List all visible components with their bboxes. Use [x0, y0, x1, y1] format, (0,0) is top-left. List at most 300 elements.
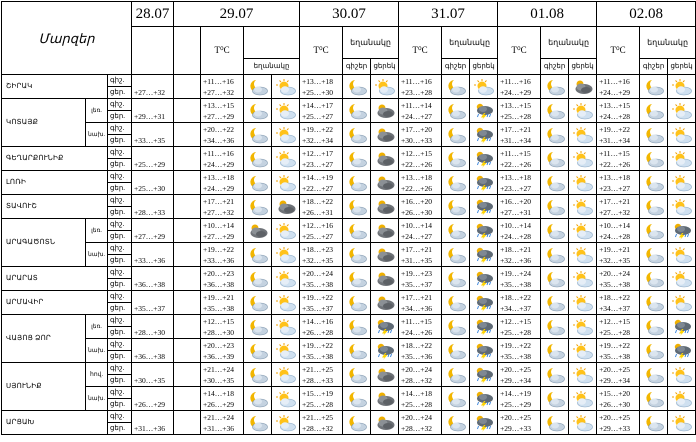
day-temp: +25…+29	[500, 399, 532, 409]
night-temp: +10…+14	[599, 220, 631, 230]
sun-cloud-icon	[569, 339, 597, 363]
day-temp: +24…+26	[401, 327, 433, 337]
dark-cloud-icon	[371, 99, 399, 123]
moon-cloud-icon	[541, 387, 569, 411]
table-row	[2, 219, 696, 231]
weather-header-29	[244, 59, 300, 75]
sun-cloud-icon	[668, 123, 696, 147]
night-temp: +19…+24	[500, 268, 532, 278]
moon-cloud-icon	[442, 123, 470, 147]
temp-header: T⁰C	[399, 27, 442, 75]
sun-cloud-icon	[272, 291, 300, 315]
day-temp: +24…+27	[401, 111, 433, 121]
day-temp: +25…+28	[401, 399, 433, 409]
night-header: գիշեր	[541, 59, 569, 75]
subregion-label: նախ.	[86, 339, 108, 363]
moon-cloud-icon	[343, 171, 371, 195]
temp-range	[201, 267, 244, 291]
moon-cloud-icon	[442, 363, 470, 387]
moon-cloud-icon	[541, 99, 569, 123]
temp-range	[597, 363, 640, 387]
moon-cloud-icon	[541, 243, 569, 267]
night-temp: +13…+18	[302, 76, 333, 86]
day-temp: +35…+37	[134, 303, 165, 313]
day-temp: +32…+35	[302, 255, 333, 265]
day-temp: +29…+34	[500, 375, 532, 385]
temp-range	[597, 267, 640, 291]
storm-icon	[470, 99, 498, 123]
temp-range	[597, 243, 640, 267]
moon-cloud-icon	[442, 315, 470, 339]
day-temp: +33…+35	[134, 135, 165, 145]
day-temp: +35…+38	[302, 351, 333, 361]
day-temp: +31…+34	[500, 135, 532, 145]
storm-icon	[371, 339, 399, 363]
day-temp: +31…+36	[203, 423, 234, 433]
empty-cell	[174, 387, 201, 411]
temp-range	[399, 411, 442, 435]
temp-28	[132, 99, 174, 123]
day-temp: +27…+29	[203, 111, 234, 121]
moon-cloud-icon	[640, 99, 668, 123]
temp-28	[132, 267, 174, 291]
day-temp: +29…+33	[500, 423, 532, 433]
temp-range	[597, 123, 640, 147]
temp-28	[132, 363, 174, 387]
dark-cloud-icon	[371, 291, 399, 315]
table-row	[2, 315, 696, 327]
moon-cloud-icon	[640, 243, 668, 267]
moon-cloud-icon	[442, 339, 470, 363]
temp-28	[132, 243, 174, 267]
temp-range	[300, 339, 343, 363]
night-header: գիշեր	[442, 59, 470, 75]
day-temp: +28…+30	[134, 327, 165, 337]
day-header: ցերեկ	[668, 59, 696, 75]
sun-cloud-icon	[569, 195, 597, 219]
day-temp: +24…+28	[599, 231, 631, 241]
day-temp: +28…+32	[401, 423, 433, 433]
empty-cell	[174, 171, 201, 195]
moon-cloud-icon	[442, 147, 470, 171]
table-row	[2, 243, 696, 255]
dark-cloud-icon	[371, 219, 399, 243]
night-temp: +16…+20	[500, 196, 532, 206]
day-temp: +28…+33	[302, 375, 333, 385]
moon-cloud-icon	[640, 291, 668, 315]
temp-range	[399, 195, 442, 219]
table-row	[2, 195, 696, 207]
region-name: ԳԵՂԱՐՔՈՒՆԻՔ	[2, 147, 108, 171]
day-temp: +23…+27	[302, 159, 333, 169]
temp-range	[597, 315, 640, 339]
day-temp: +28…+30	[203, 327, 234, 337]
night-label: գիշ.	[108, 315, 132, 327]
subregion-label: նախ.	[86, 123, 108, 147]
day-temp: +36…+38	[203, 279, 234, 289]
night-temp: +17…+21	[599, 196, 631, 206]
day-label: ցեր.	[108, 111, 132, 123]
moon-cloud-icon	[640, 363, 668, 387]
temp-range	[597, 291, 640, 315]
storm-icon	[470, 387, 498, 411]
night-temp: +19…+22	[203, 244, 234, 254]
temp-range	[300, 123, 343, 147]
moon-cloud-icon	[442, 267, 470, 291]
day-temp: +27…+29	[134, 231, 165, 241]
subregion-label: նախ.	[86, 243, 108, 267]
region-name: ԱՐՑԱԽ	[2, 411, 108, 435]
day-temp: +32…+36	[500, 255, 532, 265]
region-name: ՍՅՈՒՆԻՔ	[2, 363, 86, 411]
date-header: 28.07	[132, 2, 174, 27]
day-temp: +24…+29	[500, 87, 532, 97]
day-label: ցեր.	[108, 303, 132, 315]
night-temp: +13…+18	[599, 172, 631, 182]
empty-cell	[174, 123, 201, 147]
night-temp: +18…+21	[500, 244, 532, 254]
night-temp: +15…+20	[599, 388, 631, 398]
day-label: ցեր.	[108, 159, 132, 171]
temp-range	[300, 411, 343, 435]
temp-range	[498, 195, 541, 219]
moon-cloud-icon	[640, 171, 668, 195]
sun-cloud-icon	[569, 291, 597, 315]
sun-cloud-icon	[272, 339, 300, 363]
night-temp: +10…+14	[500, 220, 532, 230]
night-temp: +14…+17	[302, 100, 333, 110]
moon-cloud-icon	[442, 387, 470, 411]
day-temp: +31…+34	[599, 135, 631, 145]
sun-cloud-icon	[569, 387, 597, 411]
region-name: ՎԱՅՈՑ ՁՈՐ	[2, 315, 86, 363]
night-temp: +11…+14	[401, 100, 432, 110]
temp-range	[300, 363, 343, 387]
weather-header: եղանակը	[442, 27, 498, 59]
moon-cloud-icon	[442, 243, 470, 267]
night-label: գիշ.	[108, 99, 132, 111]
temp-28	[132, 411, 174, 435]
table-row	[2, 339, 696, 351]
day-temp: +34…+36	[401, 303, 433, 313]
moon-cloud-icon	[244, 99, 272, 123]
night-temp: +17…+20	[401, 124, 433, 134]
empty-cell	[174, 147, 201, 171]
temp-range	[300, 147, 343, 171]
night-label: գիշ.	[108, 219, 132, 231]
day-temp: +29…+31	[134, 111, 165, 121]
storm-icon	[668, 219, 696, 243]
sun-cloud-icon	[569, 267, 597, 291]
temp-range	[597, 411, 640, 435]
moon-cloud-icon	[640, 267, 668, 291]
temp-28	[132, 339, 174, 363]
night-temp: +19…+21	[203, 292, 234, 302]
sun-cloud-icon	[569, 411, 597, 435]
temp-28	[132, 171, 174, 195]
temp-range	[399, 219, 442, 243]
day-temp: +24…+27	[401, 231, 433, 241]
temp-range	[300, 219, 343, 243]
day-temp: +24…+29	[203, 183, 234, 193]
temp-range	[399, 75, 442, 99]
storm-icon	[470, 339, 498, 363]
day-temp: +35…+38	[500, 351, 532, 361]
dark-cloud-icon	[371, 171, 399, 195]
temp-range	[498, 315, 541, 339]
night-temp: +17…+21	[401, 244, 433, 254]
temp-range	[498, 411, 541, 435]
night-temp: +11…+16	[500, 76, 531, 86]
temp-range	[201, 123, 244, 147]
night-temp: +11…+16	[203, 148, 234, 158]
night-temp: +13…+15	[500, 100, 532, 110]
day-label: ցեր.	[108, 183, 132, 195]
night-temp: +12…+16	[302, 220, 333, 230]
night-temp: +10…+14	[401, 220, 433, 230]
sun-cloud-icon	[272, 243, 300, 267]
moon-cloud-icon	[541, 75, 569, 99]
day-label: ցեր.	[108, 87, 132, 99]
day-temp: +27…+32	[203, 87, 234, 97]
temp-header: T⁰C	[597, 27, 640, 75]
blank-header	[174, 27, 201, 75]
sun-cloud-icon	[569, 363, 597, 387]
night-header: գիշեր	[343, 59, 371, 75]
region-name: ԱՐԱՐԱՏ	[2, 267, 108, 291]
day-temp: +26…+29	[134, 399, 165, 409]
table-row	[2, 147, 696, 159]
day-label: ցեր.	[108, 279, 132, 291]
night-temp: +20…+24	[599, 268, 631, 278]
night-temp: +19…+22	[302, 292, 333, 302]
temp-28	[132, 387, 174, 411]
day-temp: +26…+30	[599, 399, 631, 409]
temp-range	[201, 147, 244, 171]
dark-cloud-icon	[371, 195, 399, 219]
dark-cloud-icon	[272, 195, 300, 219]
temp-range	[597, 99, 640, 123]
day-label: ցեր.	[108, 351, 132, 363]
sun-cloud-icon	[569, 99, 597, 123]
weather-header: եղանակը	[541, 27, 597, 59]
sun-cloud-icon	[668, 363, 696, 387]
moon-cloud-icon	[244, 339, 272, 363]
sun-cloud-icon	[668, 387, 696, 411]
day-temp: +36…+38	[134, 351, 165, 361]
night-temp: +13…+18	[500, 172, 532, 182]
temp-range	[597, 75, 640, 99]
region-name: ՏԱՎՈՒՇ	[2, 195, 108, 219]
table-row	[2, 387, 696, 399]
night-temp: +18…+22	[599, 292, 631, 302]
dark-cloud-icon	[371, 243, 399, 267]
night-temp: +19…+22	[500, 340, 532, 350]
moon-cloud-icon	[541, 195, 569, 219]
day-temp: +34…+37	[500, 303, 532, 313]
date-header: 02.08	[597, 2, 696, 27]
day-temp: +30…+33	[401, 135, 433, 145]
temp-range	[498, 147, 541, 171]
temp-range	[399, 123, 442, 147]
date-header: 30.07	[300, 2, 399, 27]
date-header: 31.07	[399, 2, 498, 27]
temp-range	[399, 243, 442, 267]
moon-cloud-icon	[442, 75, 470, 99]
night-temp: +13…+15	[203, 100, 234, 110]
temp-range	[300, 315, 343, 339]
moon-cloud-icon	[343, 147, 371, 171]
dark-cloud-icon	[371, 387, 399, 411]
day-temp: +29…+33	[599, 423, 631, 433]
empty-cell	[174, 267, 201, 291]
day-temp: +22…+26	[401, 159, 433, 169]
table-row	[2, 99, 696, 111]
temp-range	[201, 339, 244, 363]
temp-range	[399, 291, 442, 315]
temp-range	[201, 291, 244, 315]
temp-range	[300, 171, 343, 195]
blank-header	[244, 27, 300, 59]
day-temp: +32…+34	[302, 135, 333, 145]
day-temp: +24…+29	[599, 87, 631, 97]
temp-range	[201, 387, 244, 411]
temp-range	[300, 243, 343, 267]
weather-header: եղանակը	[253, 62, 290, 70]
night-temp: +17…+21	[203, 196, 234, 206]
temp-range	[597, 171, 640, 195]
temp-range	[201, 243, 244, 267]
night-temp: +13…+18	[203, 172, 234, 182]
moon-cloud-icon	[640, 75, 668, 99]
empty-cell	[174, 219, 201, 243]
sun-cloud-icon	[668, 243, 696, 267]
temp-range	[498, 123, 541, 147]
temp-range	[498, 99, 541, 123]
dark-cloud-icon	[371, 267, 399, 291]
temp-range	[498, 291, 541, 315]
temp-range	[300, 267, 343, 291]
empty-cell	[174, 99, 201, 123]
day-temp: +22…+26	[599, 159, 631, 169]
moon-cloud-icon	[343, 387, 371, 411]
night-label: գիշ.	[108, 267, 132, 279]
night-temp: +17…+21	[401, 292, 433, 302]
dark-cloud-icon	[371, 363, 399, 387]
temp-28	[132, 195, 174, 219]
storm-icon	[470, 411, 498, 435]
day-label: ցեր.	[108, 255, 132, 267]
sun-cloud-icon	[272, 363, 300, 387]
night-temp: +21…+24	[203, 364, 234, 374]
dark-cloud-icon	[371, 147, 399, 171]
night-label: գիշ.	[108, 147, 132, 159]
day-temp: +25…+27	[302, 111, 333, 121]
day-temp: +35…+38	[302, 279, 333, 289]
regions-header: Մարզեր	[2, 2, 132, 75]
night-temp: +18…+22	[302, 196, 333, 206]
temp-range	[597, 339, 640, 363]
night-label: գիշ.	[108, 171, 132, 183]
dark-cloud-icon	[244, 219, 272, 243]
temp-range	[597, 219, 640, 243]
day-temp: +35…+36	[401, 351, 433, 361]
night-temp: +20…+25	[500, 412, 532, 422]
storm-icon	[470, 363, 498, 387]
moon-cloud-icon	[244, 243, 272, 267]
table-row	[2, 75, 696, 87]
day-temp: +36…+38	[134, 279, 165, 289]
night-temp: +19…+22	[599, 124, 631, 134]
night-label: գիշ.	[108, 291, 132, 303]
day-header: ցերեկ	[569, 59, 597, 75]
night-temp: +20…+23	[203, 340, 234, 350]
day-temp: +25…+28	[302, 399, 333, 409]
night-temp: +15…+19	[302, 388, 333, 398]
empty-cell	[174, 75, 201, 99]
moon-cloud-icon	[343, 75, 371, 99]
dark-cloud-icon	[371, 123, 399, 147]
storm-icon	[470, 123, 498, 147]
moon-cloud-icon	[640, 411, 668, 435]
day-temp: +22…+27	[302, 183, 333, 193]
day-temp: +33…+36	[134, 255, 165, 265]
moon-cloud-icon	[343, 363, 371, 387]
night-temp: +11…+15	[401, 316, 432, 326]
region-name: ԱՐՄԱՎԻՐ	[2, 291, 108, 315]
night-temp: +20…+24	[302, 268, 333, 278]
temp-range	[201, 75, 244, 99]
moon-cloud-icon	[244, 147, 272, 171]
day-temp: +22…+26	[500, 159, 532, 169]
temp-header: T⁰C	[498, 27, 541, 75]
day-temp: +25…+29	[134, 159, 165, 169]
temp-range	[201, 195, 244, 219]
table-row	[2, 363, 696, 375]
temp-28	[132, 315, 174, 339]
night-temp: +11…+16	[401, 76, 432, 86]
temp-range	[399, 147, 442, 171]
empty-cell	[174, 195, 201, 219]
temp-header: T⁰C	[300, 27, 343, 75]
temp-range	[399, 363, 442, 387]
sun-cloud-icon	[272, 387, 300, 411]
night-temp: +19…+22	[302, 124, 333, 134]
moon-cloud-icon	[343, 219, 371, 243]
region-name: ՇԻՐԱԿ	[2, 75, 108, 99]
empty-cell	[174, 363, 201, 387]
day-temp: +27…+29	[203, 231, 234, 241]
moon-cloud-icon	[640, 387, 668, 411]
temp-header: T⁰C	[201, 27, 244, 75]
night-temp: +12…+15	[401, 148, 433, 158]
day-temp: +25…+30	[134, 183, 165, 193]
temp-range	[399, 315, 442, 339]
night-temp: +11…+16	[599, 76, 630, 86]
storm-icon	[470, 147, 498, 171]
sun-cloud-icon	[668, 195, 696, 219]
night-temp: +12…+15	[599, 316, 631, 326]
storm-icon	[371, 315, 399, 339]
day-temp: +31…+36	[134, 423, 165, 433]
sun-cloud-icon	[272, 219, 300, 243]
table-row	[2, 171, 696, 183]
storm-icon	[470, 291, 498, 315]
moon-cloud-icon	[343, 195, 371, 219]
night-temp: +19…+23	[401, 268, 433, 278]
sun-cloud-icon	[272, 411, 300, 435]
moon-cloud-icon	[244, 171, 272, 195]
